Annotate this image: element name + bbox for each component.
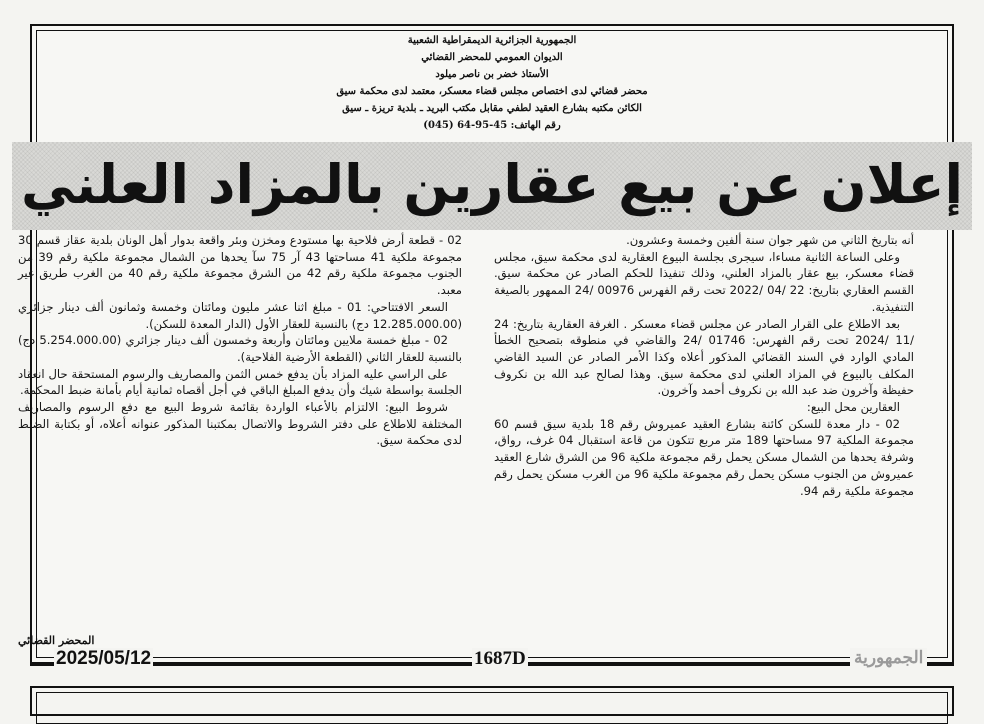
left-column <box>18 232 462 449</box>
paragraph-sale-conditions: شروط البيع: الالتزام بالأعباء الواردة بقائمة شروط البيع مع دفع الرسوم والمصاريف المختلفة للاطلاع على دفتر الشروط والاتصال بمكتبنا المذكور عنوانه أعلاه، أو بكتابة الضبط لدى محكمة سيق. <box>18 400 462 448</box>
next-notice-frame <box>30 686 954 716</box>
paragraph-properties-heading: العقارين محل البيع: <box>806 400 900 415</box>
paragraph-payment-terms: على الراسي عليه المزاد بأن يدفع خمس الثمن والمصاريف والرسوم المستحقة حال انعقاد الجلسة بواسطة شيك وأن يدفع المبلغ الباقي في أجل أقصاه ثمانية أيام بأمانة ضبط المحكمة. <box>18 366 462 398</box>
paragraph-session: وعلى الساعة الثانية مساءا، سيجرى بجلسة البيوع العقارية لدى محكمة سيق، مجلس قضاء معسكر، بيع عقار بالمزاد العلني، وذلك تنفيذا للحكم الصادر عن محكمة سيق. القسم العقاري بتاريخ: 22 /04 /2022 تحت رقم الفهرس 00976 /24 الممهور بالصيغة التنفيذية. <box>494 249 914 314</box>
header-line-jurisdiction: محضر قضائي لدى اختصاص مجلس قضاء معسكر، معتمد لدى محكمة سيق <box>336 86 648 97</box>
header-line-republic: الجمهورية الجزائرية الديمقراطية الشعبية <box>407 35 577 46</box>
office-header <box>0 32 984 134</box>
paragraph-opening-price-1: السعر الافتتاحي: 01 - مبلغ اثنا عشر مليون ومائتان وخمسة وثمانون ألف دينار جزائري (12.285.000.00 دج) بالنسبة للعقار الأول (الدار المعدة للسكن). <box>18 299 462 331</box>
footer-date: 2025/05/12 <box>56 648 152 669</box>
newspaper-logo: الجمهورية <box>850 648 927 668</box>
paragraph-property-house: 02 - دار معدة للسكن كائنة بشارع العقيد عميروش رقم 18 بلدية سيق قسم 60 مجموعة الملكية 97 مساحتها 189 متر مربع تتكون من قاعة استقبال 04 غرف، رواق، وشرفة يحدها من الشمال مسكن يحمل رقم مجموعة ملكية 96 من الشرق شارع العقيد عميروش من الجنوب مسكن يحمل رقم مجموعة ملكية 96 من الغرب مسكن يحمل رقم مجموعة ملكية رقم 94. <box>494 416 915 498</box>
paragraph-decision: بعد الاطلاع على القرار الصادر عن مجلس قضاء معسكر . الغرفة العقارية بتاريخ: 24 /11 /2024 تحت رقم الفهرس: 01746 /24 والقاضي في منطوقه بتصحيح الخطأ المادي الوارد في السند القضائي المذكور أعلاه وكذا الأمر الصادر عن السيد القاضي المكلف بالبيوع في المزاد العلني لدى محكمة سيق. وهذا لصالح عبد الله بن نكروف حفيظة وآخرون ضد عبد الله بن نكروف أحمد وآخرون. <box>494 316 914 398</box>
footer-ad-code: 1687D <box>474 648 526 669</box>
right-column <box>494 232 914 499</box>
bailiff-signature: المحضر القضائي <box>18 634 95 647</box>
next-notice-inner-border <box>36 692 948 724</box>
header-line-office: الديوان العمومي للمحضر القضائي <box>421 52 563 63</box>
notice-title: إعلان عن بيع عقارين بالمزاد العلني <box>21 153 963 216</box>
header-line-phone: رقم الهاتف: 45-95-64 (045) <box>423 120 561 131</box>
header-line-bailiff-name: الأستاذ خضر بن ناصر ميلود <box>435 69 549 80</box>
paragraph-date: أنه بتاريخ الثاني من شهر جوان سنة ألفين وخمسة وعشرون. <box>626 233 914 247</box>
header-line-address: الكائن مكتبه بشارع العقيد لطفي مقابل مكتب البريد ـ بلدية تريزة ـ سيق <box>342 103 642 114</box>
paragraph-opening-price-2: 02 - مبلغ خمسة ملايين ومائتان وأربعة وخمسون ألف دينار جزائري (5.254.000.00 دج) بالنسبة للعقار الثاني (القطعة الأرضية الفلاحية). <box>18 333 462 364</box>
paragraph-property-land: 02 - قطعة أرض فلاحية بها مستودع ومخزن وبئر واقعة بدوار أهل الونان بلدية عقاز قسم 30 مجموعة ملكية 41 مساحتها 43 آر 75 سآ يحدها من الشمال مجموعة ملكية رقم 39 من الجنوب مجموعة ملكية رقم 42 من الشرق مجموعة ملكية رقم 40 من الغرب طريق غير معبد. <box>18 233 462 298</box>
